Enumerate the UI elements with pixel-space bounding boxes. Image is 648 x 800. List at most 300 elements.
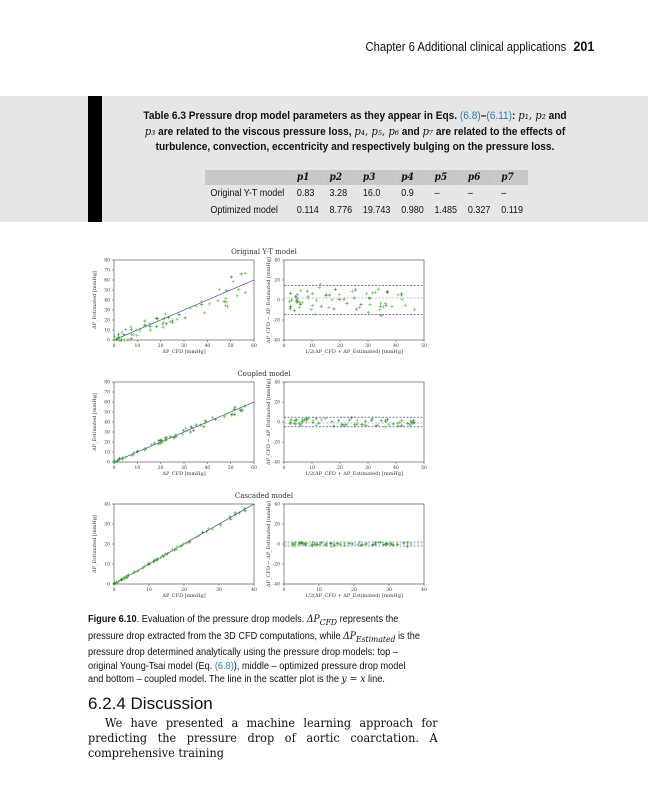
scatter-point [208,302,211,305]
y-tick-label: 60 [104,400,110,406]
symbol-main: ΔP [306,614,320,625]
ba-point [343,544,346,547]
ba-point [353,423,356,426]
scatter-point [230,275,233,278]
x-axis-label: 1/2(ΔP_CFD + ΔP_Estimated) [mmHg] [305,349,403,355]
table-cell: 0.980 [401,205,424,216]
ba-point [317,422,320,425]
x-tick-label: 30 [386,588,392,593]
page-number: 201 [572,38,594,54]
x-tick-label: 20 [337,466,343,471]
ba-point [379,305,382,308]
scatter-point [192,429,195,432]
scatter-point [126,338,129,341]
table-header-cell: p7 [496,170,529,185]
y-tick-label: 30 [104,522,110,528]
x-tick-label: 20 [181,588,187,593]
ba-point [387,423,390,426]
x-tick-label: 50 [227,466,234,471]
scatter-point [178,313,181,316]
ba-point [363,424,366,427]
ba-point [334,288,337,291]
ba-point [400,293,403,296]
symbol [343,631,395,642]
x-tick-label: 50 [421,466,427,471]
ba-point [337,419,340,422]
x-tick-label: 0 [282,588,286,593]
x-tick-label: 10 [146,588,152,593]
y-tick-label: 70 [104,390,110,396]
scatter-point [130,328,133,331]
table-cell: 0.83 [296,188,315,199]
ba-point [288,300,291,303]
table-row [205,185,528,202]
ba-point [404,304,407,307]
ba-point [332,307,335,310]
y-tick-label: 20 [274,522,280,528]
symbol: p₁, p₂ [518,109,546,122]
scatter-point [189,430,192,433]
scatter-point [200,303,203,306]
body-paragraph: We have presented a machine learning approach for predicting the pressure drop of aortic coarctation. A comprehensive training [88,716,438,760]
ba-point [380,419,383,422]
x-tick-label: 60 [251,466,257,471]
y-tick-label: 60 [104,278,110,284]
y-tick-label: 20 [274,278,280,284]
scatter-point [175,545,178,548]
symbol: p₃ [144,125,156,138]
y-tick-label: 0 [277,420,280,426]
ba-point [397,293,400,296]
table-marker-bar [88,96,102,222]
eq-ref-link[interactable]: (6.8) [214,660,234,672]
scatter-point [148,325,151,328]
x-tick-label: 20 [337,344,343,349]
x-tick-label: 0 [282,344,286,349]
scatter-point [161,326,164,329]
ba-point [401,298,404,301]
scatter-axes-frame [114,382,254,462]
x-axis-label: 1/2(ΔP_CFD + ΔP_Estimated) [mmHg] [305,593,403,599]
scatter-point [203,311,206,314]
y-tick-label: 20 [104,542,110,548]
ba-point [296,293,299,296]
scatter-point [211,416,214,419]
y-tick-label: 30 [104,430,110,436]
x-tick-label: 10 [309,344,315,349]
x-axis-label: ΔP_CFD [mmHg] [162,593,206,599]
ba-point [383,425,386,428]
ba-point [351,542,354,545]
scatter-point [243,405,246,408]
x-tick-label: 40 [204,344,211,349]
scatter-point [135,329,138,332]
ba-point [301,418,304,421]
x-axis-label: 1/2(ΔP_CFD + ΔP_Estimated) [mmHg] [305,471,403,477]
ba-point [367,311,370,314]
ba-point [293,309,296,312]
eq-ref-link[interactable]: (6.8) [459,110,481,122]
ba-point [288,422,291,425]
ba-point [311,292,314,295]
scatter-point [165,322,168,325]
ba-point [348,542,351,545]
ba-point [320,305,323,308]
scatter-point [225,289,228,292]
y-tick-label: -40 [272,582,280,588]
scatter-point [202,425,205,428]
scatter-point [164,312,167,315]
x-axis-label: ΔP_CFD [mmHg] [162,349,206,355]
ba-point [384,419,387,422]
scatter-point [234,513,237,516]
running-head [365,38,594,54]
symbol: p₇ [422,125,434,138]
y-tick-label: 40 [104,502,110,508]
scatter-point [235,294,238,297]
scatter-point [156,317,159,320]
ba-point [350,416,353,419]
scatter-point [218,288,221,291]
ba-point [363,543,366,546]
scatter-point [113,338,116,341]
ba-point [307,297,310,300]
scatter-point [155,325,158,328]
identity-line [114,280,254,340]
section-heading: 6.2.4 Discussion [88,694,213,713]
ba-point [289,418,292,421]
x-tick-label: 20 [351,588,357,593]
scatter-point [184,427,187,430]
ba-point [376,423,379,426]
y-tick-label: 70 [104,268,110,274]
ba-point [359,303,362,306]
ba-point [365,542,368,545]
symbol [307,614,337,625]
x-tick-label: 0 [112,588,116,593]
y-tick-label: 0 [277,542,280,548]
caption-text: represents the pressure drop extracted from the 3D CFD computations, while [88,614,399,642]
y-tick-label: 0 [107,460,110,466]
y-tick-label: 40 [104,298,110,304]
ba-point [374,424,377,427]
y-tick-label: 20 [104,318,110,324]
scatter-point [162,555,165,558]
ba-point [301,301,304,304]
ba-point [327,306,330,309]
caption-text: are related to the effects of turbulence, convection, eccentricity and respectively bulging on the pressure loss. [155,126,566,153]
scatter-point [239,409,242,412]
x-tick-label: 30 [216,588,222,593]
y-tick-label: 0 [107,338,110,344]
scatter-point [233,413,236,416]
ba-point [364,420,367,423]
y-tick-label: 50 [104,288,110,294]
x-tick-label: 20 [157,344,164,349]
scatter-point [207,527,210,530]
scatter-point [232,280,235,283]
ba-point [356,419,359,422]
x-axis-label: ΔP_CFD [mmHg] [162,471,206,477]
ba-point [409,542,412,545]
table-row-label: Original Y-T model [210,188,285,199]
x-tick-label: 40 [393,466,399,471]
scatter-point [155,317,158,320]
subplot-title: Coupled model [237,370,291,378]
ba-point [348,418,351,421]
ba-point [354,288,357,291]
ba-point [294,295,297,298]
ba-point [400,419,403,422]
x-tick-label: 10 [309,466,315,471]
x-tick-label: 10 [134,344,141,349]
scatter-point [117,333,120,336]
table-row [205,202,528,219]
y-tick-label: -20 [272,440,280,446]
ba-point [325,293,328,296]
parameter-table [205,170,528,219]
figure-label: Figure 6.10 [88,614,137,625]
ba-point [379,541,382,544]
y-tick-label: 40 [274,502,280,508]
ba-point [397,424,400,427]
scatter-point [129,326,132,329]
scatter-point [201,531,204,534]
ba-point [332,424,335,427]
scatter-axes-frame [114,260,254,340]
table-cell: 8.776 [329,205,353,216]
x-tick-label: 40 [204,466,211,471]
y-tick-label: 40 [104,420,110,426]
symbol-main: ΔP [343,630,356,642]
scatter-point [244,272,247,275]
ba-point [315,299,318,302]
scatter-point [163,317,166,320]
ba-point [378,308,381,311]
ba-point [358,306,361,309]
ba-point [295,297,298,300]
y-tick-label: 20 [274,400,280,406]
ba-point [406,545,409,548]
caption-text: line. [365,674,385,685]
caption-text: are related to the viscous pressure loss, [155,126,355,138]
ba-point [311,421,314,424]
ba-point [290,298,293,301]
x-tick-label: 10 [316,588,322,593]
scatter-point [132,333,135,336]
ba-point [318,286,321,289]
ba-point [320,418,323,421]
scatter-point [149,328,152,331]
caption-and: and [398,126,423,138]
scatter-point [124,328,127,331]
ba-point [309,308,312,311]
scatter-point [244,291,247,294]
ba-point [365,292,368,295]
y-tick-label: 40 [274,380,280,386]
y-axis-label: ΔP_CFD − ΔP_Estimated [mmHg] [266,379,272,465]
symbol: p₄, p₅, p₆ [354,125,399,138]
x-tick-label: 0 [112,466,116,471]
caption-dash: – [480,110,487,122]
scatter-point [223,300,226,303]
ba-point [314,424,317,427]
table-cell: – [501,188,507,199]
ba-point [306,290,309,293]
ba-point [400,424,403,427]
table-cell: 1.485 [434,205,458,216]
scatter-point [175,318,178,321]
ba-point [289,421,292,424]
table-header-cell: p5 [429,170,462,185]
scatter-point [225,300,228,303]
scatter-point [240,272,243,275]
scatter-point [122,333,125,336]
ba-point [330,542,333,545]
scatter-point [224,297,227,300]
ba-point [379,301,382,304]
ba-point [355,308,358,311]
y-tick-label: 80 [104,380,110,386]
table-header-cell: p2 [324,170,357,185]
symbol-sub: Estimated [355,633,396,644]
scatter-point [199,423,202,426]
ba-point [338,293,341,296]
table-cell: 0.9 [401,188,414,199]
ba-point [314,313,317,316]
y-axis-label: ΔP_Estimated [mmHg] [92,393,98,451]
scatter-point [186,429,189,432]
scatter-point [174,548,177,551]
table-header-cell: p4 [396,170,429,185]
caption-text: is the pressure drop determined analytically using the pressure drop models: top – original Young-Tsai model (Eq. [88,630,420,672]
caption-and: and [545,110,567,122]
ba-point [289,307,292,310]
x-tick-label: 0 [112,344,116,349]
table-cell: – [467,188,473,199]
chapter-title: Chapter 6 Additional clinical applications [365,40,566,54]
ba-point [338,298,341,301]
x-tick-label: 50 [227,344,234,349]
table-header-cell: p3 [357,170,395,185]
table-cell: 0.114 [296,205,319,216]
eq-ref-link[interactable]: (6.11) [486,110,513,122]
ba-point [289,292,292,295]
y-tick-label: 10 [104,328,110,334]
caption-text: . Evaluation of the pressure drop models. [136,614,307,625]
ba-point [311,304,314,307]
y-axis-label: ΔP_CFD − ΔP_Estimated [mmHg] [266,257,272,343]
table-cell: 0.119 [501,205,524,216]
y-tick-label: 80 [104,258,110,264]
ba-point [360,423,363,426]
table-caption [139,108,571,155]
scatter-point [123,338,126,341]
ba-point [299,289,302,292]
table-cell: – [434,188,440,199]
x-tick-label: 40 [393,344,399,349]
x-tick-label: 0 [282,466,286,471]
table-cell: 3.28 [329,188,348,199]
y-tick-label: 10 [104,450,110,456]
y-tick-label: -40 [272,460,280,466]
x-tick-label: 40 [251,588,257,593]
scatter-point [171,321,174,324]
table-header-cell: p1 [291,170,324,185]
table-header-cell [205,170,291,185]
ba-point [371,291,374,294]
table-row-label: Optimized model [210,205,278,216]
scatter-point [169,320,172,323]
ba-point [351,290,354,293]
y-tick-label: 40 [274,258,280,264]
subplot-title: Cascaded model [234,492,294,500]
y-tick-label: 50 [104,410,110,416]
scatter-point [120,338,123,341]
y-tick-label: 0 [107,582,110,588]
scatter-point [113,335,116,338]
ba-point [387,542,390,545]
symbol-sub: CFD [319,617,338,627]
table-cell: 16.0 [362,188,381,199]
ba-point [324,294,327,297]
ba-point [330,298,333,301]
table-header-cell: p6 [462,170,495,185]
x-tick-label: 60 [251,344,257,349]
table-cell: 0.327 [467,205,491,216]
ba-point [390,305,393,308]
scatter-point [143,319,146,322]
y-tick-label: 10 [104,562,110,568]
ba-point [376,541,379,544]
y-axis-label: ΔP_Estimated [mmHg] [92,271,98,329]
ba-point [328,293,331,296]
x-tick-label: 30 [365,466,371,471]
scatter-point [237,288,240,291]
x-tick-label: 50 [421,344,427,349]
ba-point [293,422,296,425]
ba-point [384,542,387,545]
pressure-drop-figure [84,242,444,607]
ba-axes-frame [284,382,424,462]
y-tick-label: 20 [104,440,110,446]
caption-colon: : [512,110,519,122]
ba-point [358,541,361,544]
ba-point [353,296,356,299]
scatter-point [211,528,214,531]
x-tick-label: 20 [157,466,164,471]
equation: y = x [341,674,366,685]
ba-point [305,420,308,423]
scatter-point [135,334,138,337]
table-header-row [205,170,528,185]
ba-point [299,303,302,306]
y-axis-label: ΔP_CFD − ΔP_Estimated [mmHg] [266,501,272,587]
y-tick-label: 0 [277,298,280,304]
x-tick-label: 10 [134,466,141,471]
caption-text: ), middle – optimized pressure drop model and bottom – coupled model. The line in the scatter plot is the [88,660,406,685]
y-tick-label: -20 [272,562,280,568]
ba-point [298,306,301,309]
ba-point [384,302,387,305]
scatter-point [120,330,123,333]
table-caption-prefix: Table 6.3 Pressure drop model parameters as they appear in Eqs. [143,110,460,122]
ba-point [368,303,371,306]
y-tick-label: 30 [104,308,110,314]
ba-point [377,288,380,291]
scatter-point [138,329,141,332]
scatter-point [182,429,185,432]
